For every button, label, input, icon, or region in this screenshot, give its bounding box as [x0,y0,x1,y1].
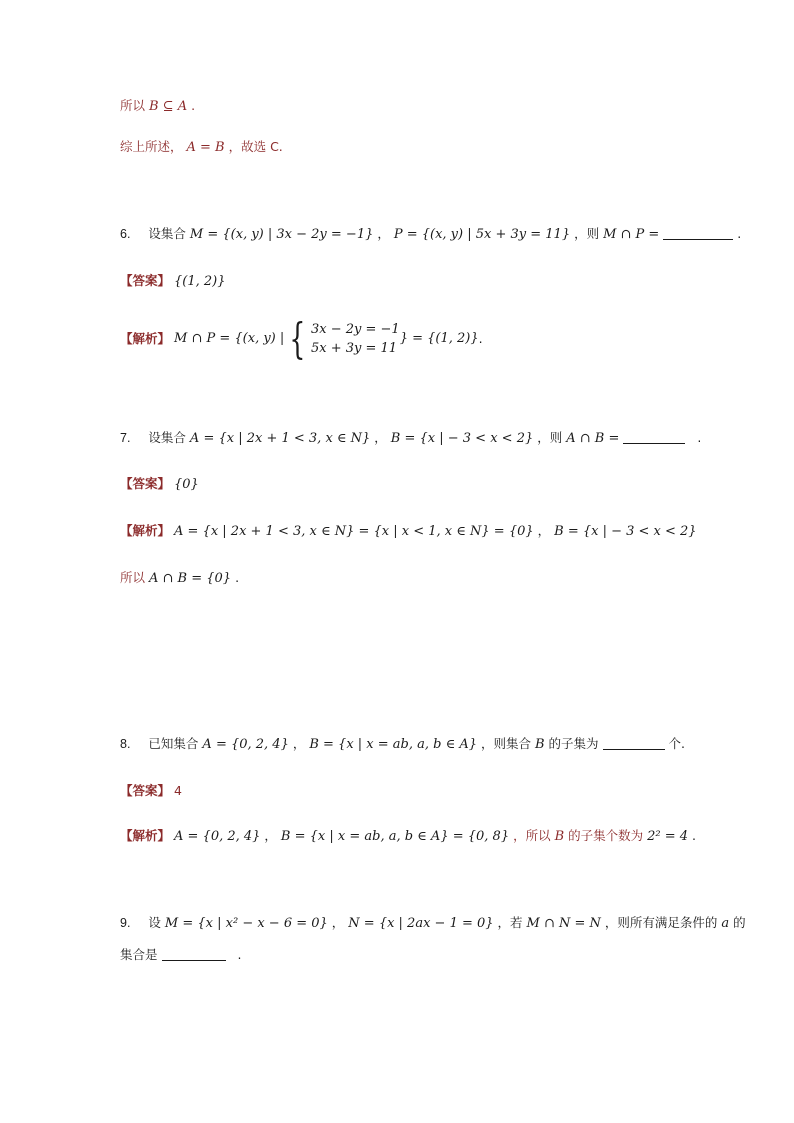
analysis-power: 2² = 4 [647,829,689,844]
analysis-separator: ， [537,523,551,538]
answer-tag: 【答案】 [120,783,171,798]
analysis-end: . [692,828,697,843]
analysis-text-2: 的子集个数为 [568,828,644,843]
analysis-set-a: A = {0, 2, 4} [174,829,261,844]
condition-math: M ∩ N = N [526,916,601,931]
question-unit: 个. [668,736,686,751]
question-number: 6. [120,227,131,241]
question-expr: A ∩ B = [566,431,620,446]
question-ask-end: 的 [733,915,746,930]
left-brace-icon: { [289,314,306,363]
analysis-lhs: M ∩ P = {(x, y) | [174,331,285,346]
question-number: 9. [120,916,131,930]
set-m-definition: M = {x | x² − x − 6 = 0} [164,916,328,931]
answer-value: {(1, 2)} [174,274,226,289]
answer-blank[interactable] [663,227,733,240]
analysis-7 [120,521,697,542]
equation-2: 5x + 3y = 11 [311,341,398,356]
answer-blank[interactable] [623,431,685,444]
intro-text-2: 综上所述， [120,139,183,154]
separator: ， [374,430,387,445]
equation-1: 3x − 2y = −1 [311,322,400,337]
conclusion-7 [120,568,239,589]
question-7 [120,428,701,449]
analysis-var: B [554,829,565,844]
conclusion-math: A ∩ B = {0} [149,571,232,586]
question-condition: ，若 [497,915,523,930]
question-ask: ，则 [537,430,563,445]
conclusion-end: . [235,570,240,585]
intro-end-2: ，故选 C. [228,139,283,154]
question-8 [120,734,685,755]
analysis-tag: 【解析】 [120,523,171,538]
equation-system [284,314,400,363]
answer-8 [120,781,182,801]
question-lead: 设 [148,915,161,930]
separator: ， [292,736,306,751]
question-lead: 设集合 [148,430,186,445]
conclusion-text: 所以 [120,570,146,585]
intro-math-2: A = B [186,140,225,155]
intro-text: 所以 [120,98,146,113]
analysis-separator: ， [264,828,277,843]
question-lead: 已知集合 [148,736,199,751]
analysis-set-a: A = {x | 2x + 1 < 3, x ∈ N} = {x | x < 1, x ∈ N} = {0} [174,524,534,539]
question-end: . [697,430,702,445]
set-b-definition: B = {x | − 3 < x < 2} [390,431,534,446]
answer-value: 4 [174,783,182,798]
answer-blank[interactable] [603,737,665,750]
question-number: 7. [120,431,131,445]
intro-line-1 [120,96,195,117]
question-lead: 设集合 [148,226,186,241]
set-b-definition: B = {x | x = ab, a, b ∈ A} [309,737,478,752]
intro-line-2 [120,137,283,158]
question-9 [120,913,746,934]
question-ask: ，则 [574,226,600,241]
question-6 [120,224,741,245]
set-m-definition: M = {(x, y) | 3x − 2y = −1} [189,227,374,242]
answer-value: {0} [174,477,199,492]
set-n-definition: N = {x | 2ax − 1 = 0} [348,916,494,931]
question-line-2: 集合是 [120,947,158,962]
answer-tag: 【答案】 [120,476,171,491]
answer-7 [120,474,199,495]
question-ask: ，则集合 [481,736,532,751]
analysis-8 [120,826,696,847]
analysis-end: . [478,331,483,346]
separator: ， [377,226,390,241]
question-end: . [237,947,242,962]
answer-6 [120,271,226,292]
analysis-set-b: B = {x | x = ab, a, b ∈ A} = {0, 8} [280,829,510,844]
question-expr: M ∩ P = [603,227,660,242]
answer-blank[interactable] [162,948,226,961]
question-9-line-2 [120,945,241,965]
set-a-definition: A = {x | 2x + 1 < 3, x ∈ N} [189,431,371,446]
analysis-rhs: } = {(1, 2)} [399,331,479,346]
analysis-text: ，所以 [513,828,551,843]
intro-end: . [191,98,196,113]
question-ask-end: 的子集为 [548,736,599,751]
question-ask: ，则所有满足条件的 [604,915,718,930]
analysis-set-b: B = {x | − 3 < x < 2} [554,524,697,539]
analysis-6 [120,314,483,363]
set-p-definition: P = {(x, y) | 5x + 3y = 11} [393,227,571,242]
analysis-tag: 【解析】 [120,828,171,843]
intro-math: B ⊆ A [149,99,188,114]
set-a-definition: A = {0, 2, 4} [202,737,289,752]
question-var: B [535,737,545,752]
question-var: a [721,916,730,931]
analysis-tag: 【解析】 [120,331,171,346]
question-number: 8. [120,737,131,751]
question-end: . [737,226,742,241]
answer-tag: 【答案】 [120,273,171,288]
separator: ， [331,915,345,930]
